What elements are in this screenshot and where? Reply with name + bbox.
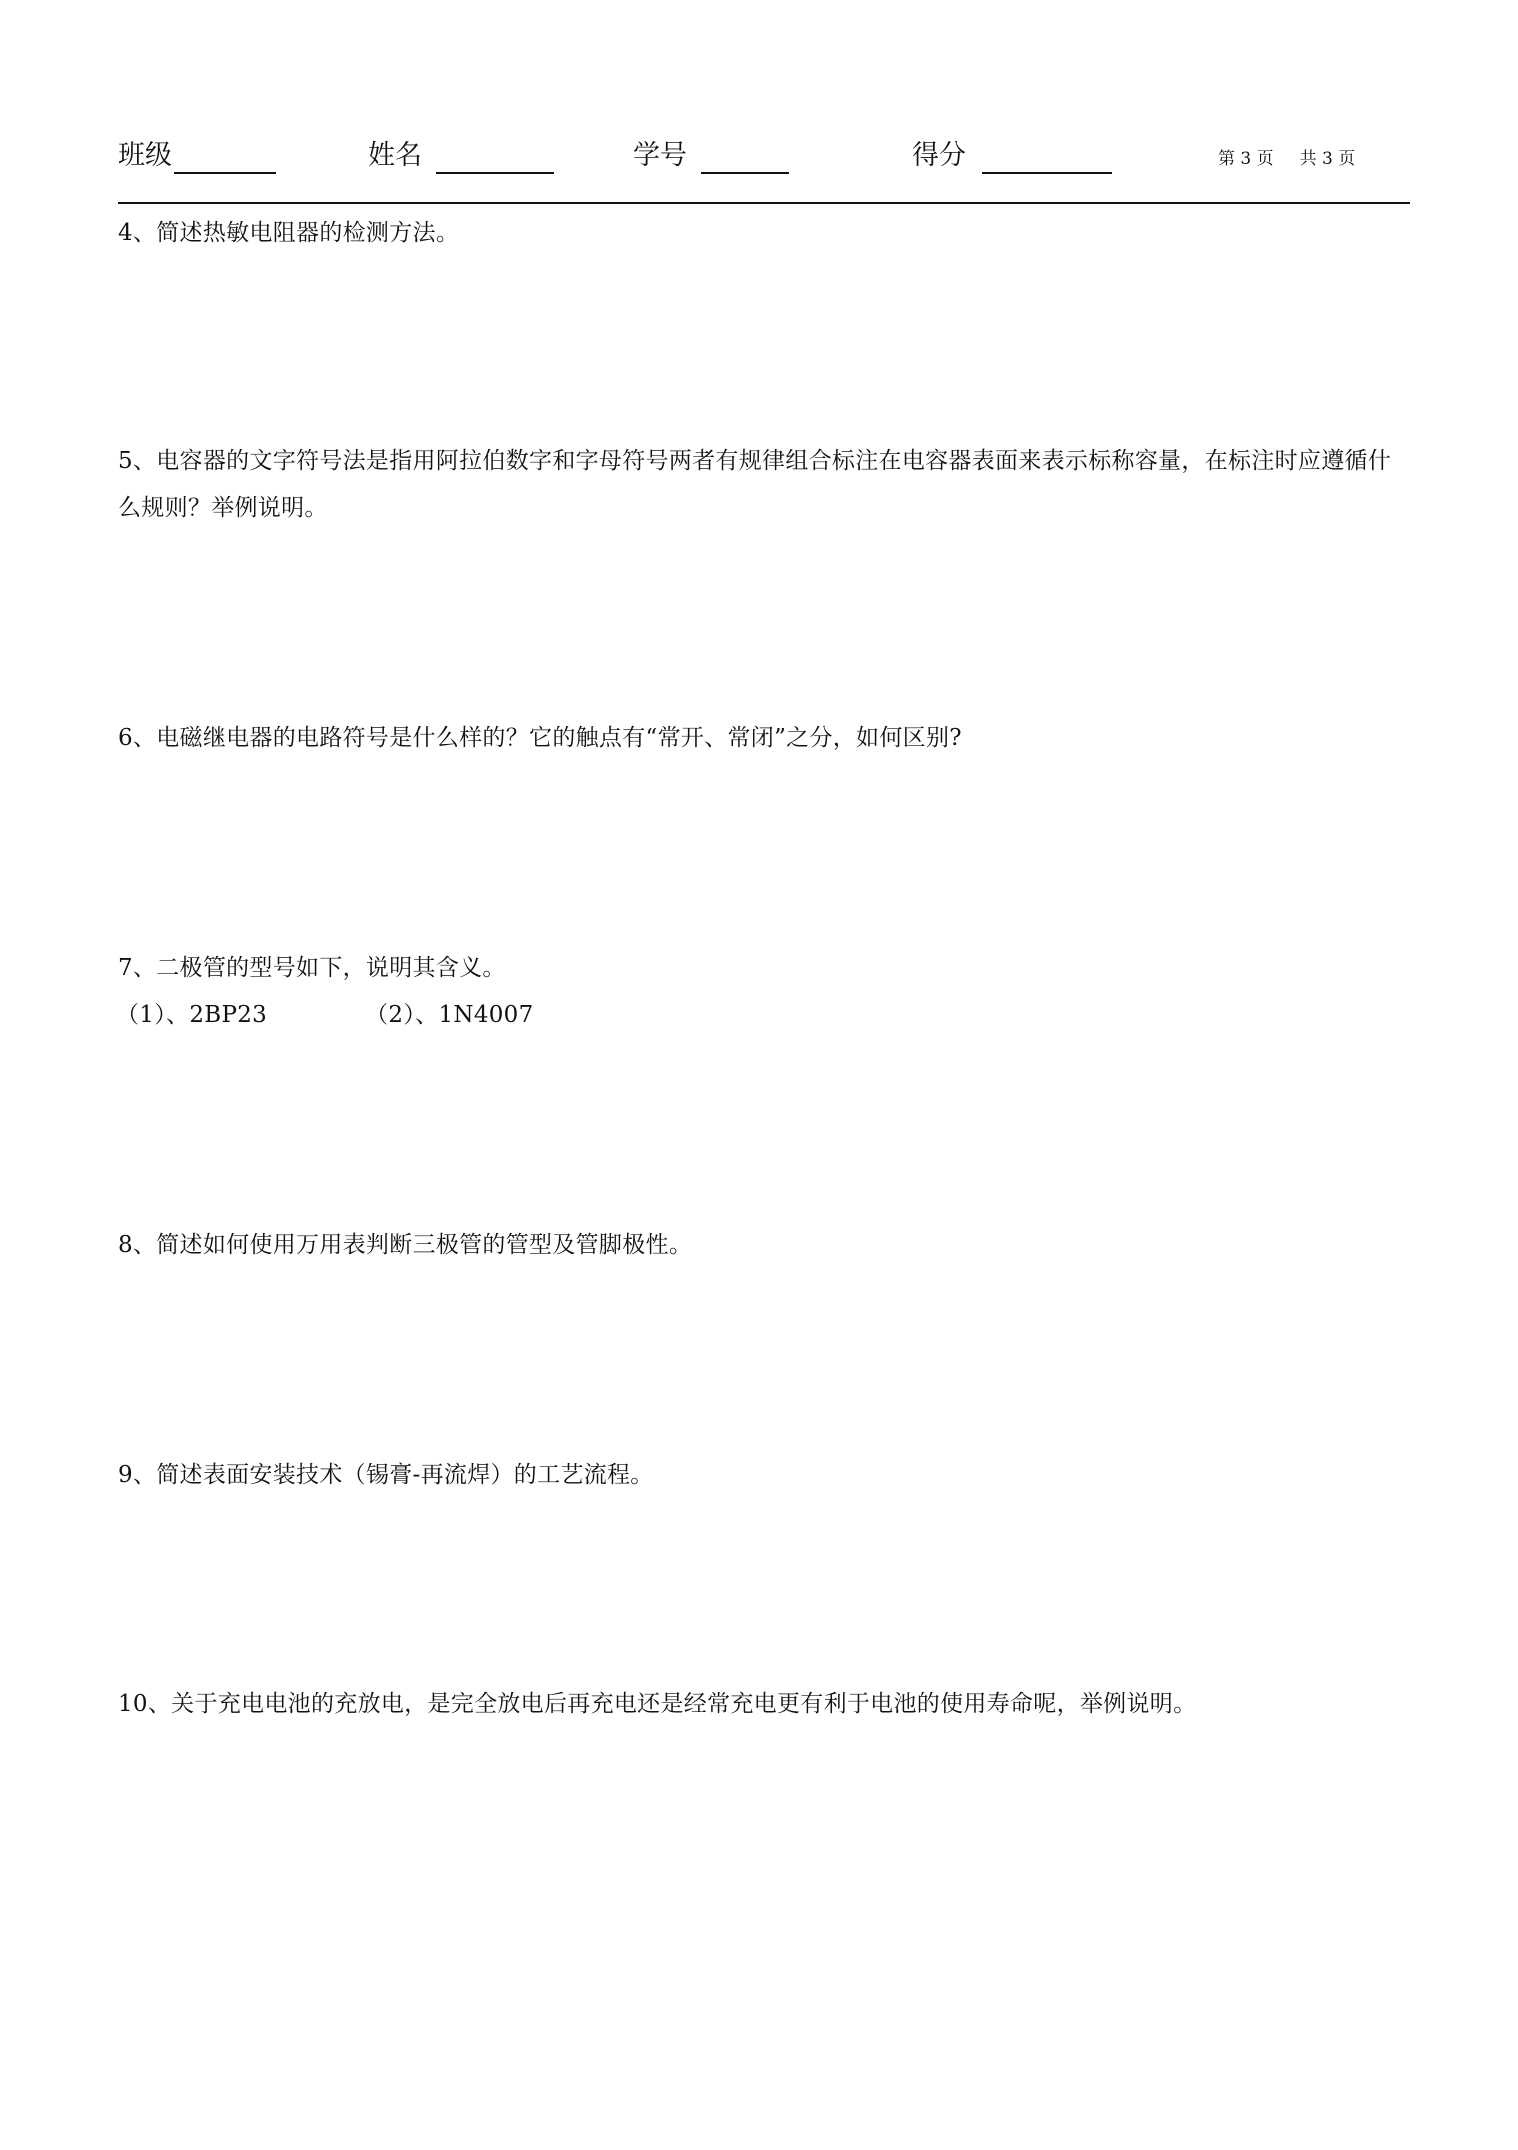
question-7: 7、二极管的型号如下，说明其含义。 xyxy=(118,955,506,981)
exam-header xyxy=(118,138,1408,182)
page-current: 第 3 页 xyxy=(1218,149,1274,169)
student-id-label: 学号 xyxy=(633,140,687,171)
name-label: 姓名 xyxy=(368,140,422,171)
student-id-blank xyxy=(701,142,789,174)
name-field xyxy=(368,138,554,174)
score-field xyxy=(912,138,1112,174)
header-divider xyxy=(118,202,1410,204)
score-blank xyxy=(982,142,1112,174)
question-7-option-1: （1）、2BP23 xyxy=(116,1002,268,1028)
name-blank xyxy=(436,142,554,174)
student-id-field xyxy=(633,138,789,174)
question-6: 6、电磁继电器的电路符号是什么样的？它的触点有“常开、常闭”之分，如何区别? xyxy=(118,725,962,751)
question-7-options xyxy=(116,992,1408,1039)
page-info xyxy=(1218,144,1355,174)
class-field xyxy=(118,138,276,174)
page-total: 共 3 页 xyxy=(1299,149,1356,169)
question-8: 8、简述如何使用万用表判断三极管的管型及管脚极性。 xyxy=(118,1232,693,1258)
question-4: 4、简述热敏电阻器的检测方法。 xyxy=(118,220,460,246)
score-label: 得分 xyxy=(912,140,966,171)
question-9: 9、简述表面安装技术（锡膏-再流焊）的工艺流程。 xyxy=(118,1462,654,1488)
class-blank xyxy=(174,142,276,174)
question-5: 5、电容器的文字符号法是指用阿拉伯数字和字母符号两者有规律组合标注在电容器表面来表示标称容量，在标注时应遵循什么规则？举例说明。 xyxy=(118,448,1392,521)
question-7-option-2: （2）、1N4007 xyxy=(365,1002,534,1028)
question-10: 10、关于充电电池的充放电，是完全放电后再充电还是经常充电更有利于电池的使用寿命呢，举例说明。 xyxy=(118,1691,1197,1717)
class-label: 班级 xyxy=(118,140,172,171)
